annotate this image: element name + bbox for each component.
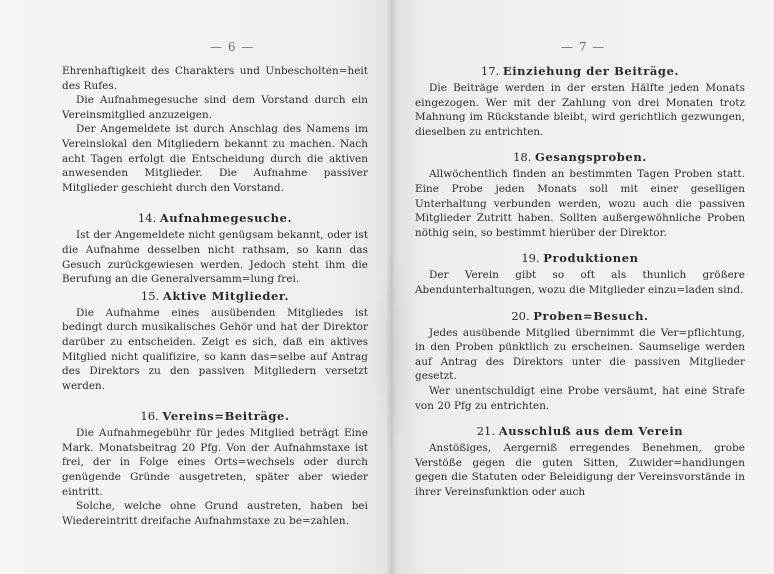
section-title: Vereins=Beiträge. [162, 409, 290, 424]
paragraph: Ist der Angemeldete nicht genügsam bekannt, oder ist die Aufnahme desselben nicht rathsam, so kann das Gesuch zurückgewiesen werden. Jedoch steht ihm die Berufung an die Generalversamm=lung frei. [62, 229, 368, 286]
paragraph: Die Aufnahme eines ausübenden Mitgliedes ist bedingt durch musikalisches Gehör und hat der Direktor darüber zu entscheiden. Zeigt es sich, daß ein aktives Mitglied nicht qualifizire, so kann das=selbe auf Antrag des Direktors zu den passiven Mitgliedern versetzt werden. [62, 306, 368, 392]
paragraph: Wer unentschuldigt eine Probe versäumt, hat eine Strafe von 20 Pfg zu entrichten. [415, 384, 745, 412]
paragraph: Anstößiges, Aergerniß erregendes Benehmen, grobe Verstöße gegen die guten Sitten, Zuwider=handlungen gegen die Statuten oder Beleidigung der Vereinsvorstände in ihrer Vereinsfunktion oder auch [415, 442, 745, 498]
page-number-left: — 6 — [210, 40, 255, 54]
section-number: 14. [137, 211, 157, 226]
section-number: 20. [511, 308, 530, 323]
page-number-right: — 7 — [561, 40, 606, 54]
paragraph: Solche, welche ohne Grund austreten, haben bei Wiedereintritt dreifache Aufnahmstaxe zu be=zahlen. [62, 500, 368, 527]
section-heading-15 [62, 289, 368, 304]
section-heading-21 [415, 424, 745, 439]
left-column [62, 64, 368, 528]
section-number: 18. [513, 150, 532, 165]
right-column [415, 64, 745, 499]
paper-crease [372, 250, 412, 450]
section-number: 21. [476, 424, 496, 439]
paragraph-continued: Ehrenhaftigkeit des Charakters und Unbescholten=heit des Rufes. [62, 65, 368, 92]
paragraph: Die Aufnahmegebühr für jedes Mitglied beträgt Eine Mark. Monatsbeitrag 20 Pfg. Von der Aufnahmstaxe ist frei, der in Folge eines Orts=wechsels oder durch genügende Gründe ausgetreten, später aber wieder eintritt. [62, 427, 368, 498]
paragraph: Die Aufnahmegesuche sind dem Vorstand durch ein Vereinsmitglied anzuzeigen. [62, 94, 368, 121]
section-title: Gesangsproben. [535, 150, 647, 165]
section-number: 19. [521, 251, 540, 266]
section-number: 15. [140, 288, 160, 303]
section-heading-16 [62, 409, 368, 424]
paragraph: Der Angemeldete ist durch Anschlag des Namens im Vereinslokal den Mitgliedern bekannt zu machen. Nach acht Tagen erfolgt die Entscheidung durch die aktiven anwesenden Mitglieder. Die Aufnahme passiver Mitglieder geschieht durch den Vorstand. [62, 123, 368, 194]
section-heading-20 [415, 309, 745, 324]
paragraph: Die Beiträge werden in der ersten Hälfte jeden Monats eingezogen. Wer mit der Zahlung von drei Monaten trotz Mahnung im Rückstande bleibt, wird gerichtlich gezwungen, dieselben zu entrichten. [415, 82, 745, 138]
paragraph: Der Verein gibt so oft als thunlich größere Abendunterhaltungen, wozu die Mitglieder einzu=laden sind. [415, 269, 745, 296]
right-page [391, 0, 774, 574]
section-heading-18 [415, 150, 745, 165]
paragraph: Allwöchentlich finden an bestimmten Tagen Proben statt. Eine Probe jeden Monats soll mit einer geselligen Unterhaltung verbunden werden, wozu auch die passiven Mitglieder Zutritt haben. Sollten außergewöhnliche Proben nöthig sein, so bestimmt hierüber der Direktor. [415, 168, 745, 239]
section-title: Ausschluß aus dem Verein [498, 424, 684, 439]
paragraph: Jedes ausübende Mitglied übernimmt die Ver=pflichtung, in den Proben pünktlich zu erscheinen. Saumselige werden auf Antrag des Direktors unter die passiven Mitglieder gesetzt. [415, 326, 745, 383]
section-heading-19 [415, 251, 745, 266]
section-title: Aufnahmegesuche. [159, 211, 293, 226]
section-title: Aktive Mitglieder. [162, 288, 290, 303]
section-number: 17. [480, 64, 500, 78]
section-number: 16. [140, 409, 159, 424]
section-heading-17 [415, 64, 745, 79]
section-title: Produktionen [543, 251, 639, 266]
section-title: Proben=Besuch. [533, 308, 649, 323]
section-title: Einziehung der Beiträge. [502, 64, 680, 78]
section-heading-14 [62, 211, 368, 226]
